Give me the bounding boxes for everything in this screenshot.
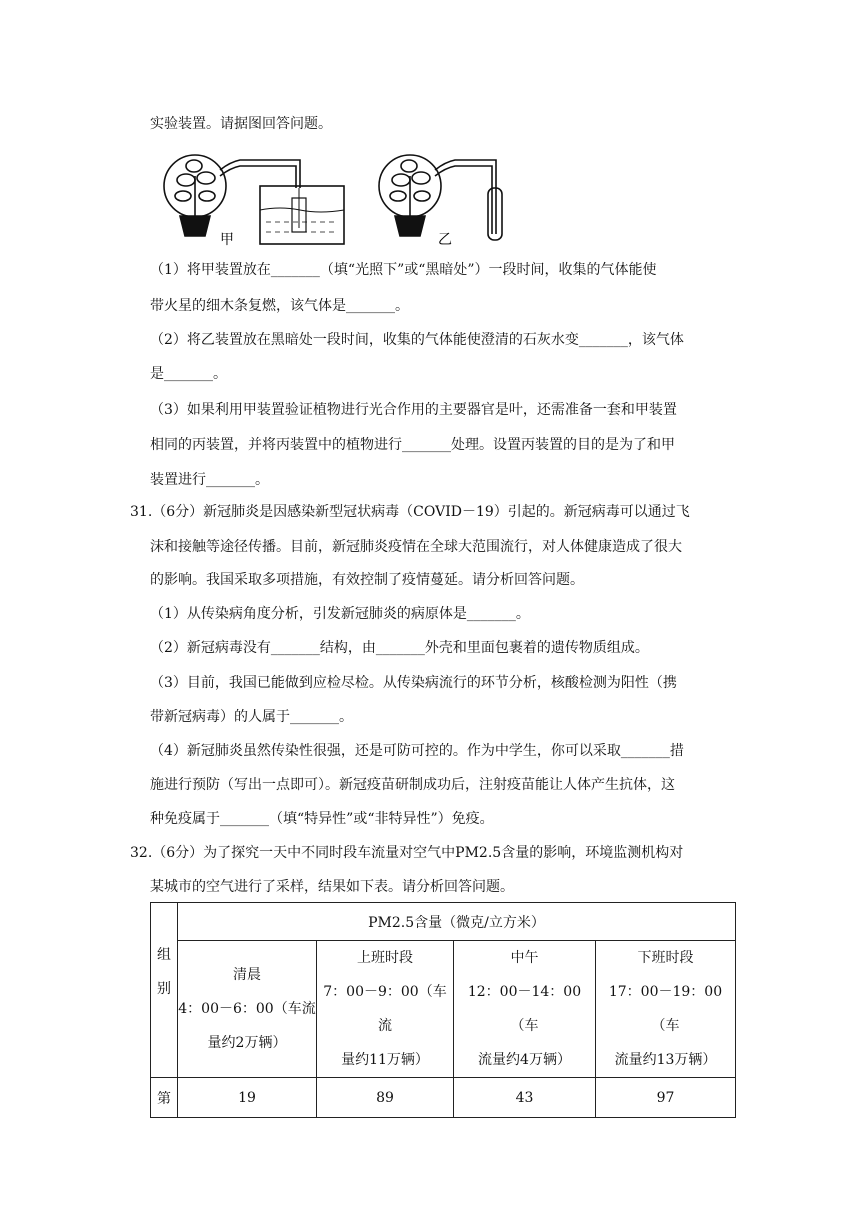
col-time-0: 4：00－6：00（车流 — [178, 1001, 316, 1017]
group-header-top: 组 — [157, 947, 171, 963]
experiment-figure — [150, 148, 570, 248]
col-flow-0: 量约2万辆） — [207, 1035, 287, 1051]
q31-line-3: 的影响。我国采取多项措施，有效控制了疫情蔓延。请分析回答问题。 — [150, 572, 584, 588]
col-flow-1: 量约11万辆） — [341, 1052, 429, 1068]
q31-line-8: （4）新冠肺炎虽然传染性很强，还是可防可控的。作为中学生，你可以采取_______措 — [150, 743, 684, 759]
row-label: 第 — [151, 1078, 178, 1118]
q32-line-2: 某城市的空气进行了采样，结果如下表。请分析回答问题。 — [150, 879, 514, 895]
col-flow-2: 流量约4万辆） — [478, 1052, 571, 1068]
q30-line-2: 带火星的细木条复燃，该气体是_______。 — [150, 298, 409, 314]
col-header-2 — [454, 941, 596, 1078]
col-name-0: 清晨 — [233, 967, 261, 983]
q31-line-10: 种免疫属于_______（填“特异性”或“非特异性”）免疫。 — [150, 811, 494, 827]
q30-line-7: 装置进行_______。 — [150, 472, 269, 488]
col-flow-3: 流量约13万辆） — [614, 1052, 717, 1068]
label-jia: 甲 — [220, 232, 234, 248]
col-name-1: 上班时段 — [357, 950, 413, 966]
col-name-2: 中午 — [510, 950, 539, 966]
group-header-bottom: 别 — [157, 981, 171, 997]
q31-line-6: （3）目前，我国已能做到应检尽检。从传染病流行的环节分析，核酸检测为阳性（携 — [150, 675, 677, 691]
q30-line-4: 是_______。 — [150, 366, 227, 382]
group-header-cell — [151, 903, 178, 1078]
col-time-2: 12：00－14：00（车 — [467, 984, 582, 1034]
col-header-3 — [596, 941, 736, 1078]
q30-line-3: （2）将乙装置放在黑暗处一段时间，收集的气体能使澄清的石灰水变_______，该气体 — [150, 332, 684, 348]
col-time-3: 17：00－19：00（车 — [608, 984, 723, 1034]
row-value-2: 43 — [454, 1078, 596, 1118]
apparatus-jia — [164, 155, 344, 244]
q31-line-1: 31.（6分）新冠肺炎是因感染新型冠状病毒（COVID－19）引起的。新冠病毒可以通过飞 — [130, 504, 690, 520]
row-value-3: 97 — [596, 1078, 736, 1118]
label-yi: 乙 — [438, 232, 452, 248]
q30-line-1: （1）将甲装置放在_______（填“光照下”或“黑暗处”）一段时间，收集的气体能使 — [150, 262, 657, 278]
q31-line-5: （2）新冠病毒没有_______结构，由_______外壳和里面包裹着的遗传物质组成。 — [150, 640, 649, 656]
row-value-0: 19 — [178, 1078, 317, 1118]
q32-line-1: 32.（6分）为了探究一天中不同时段车流量对空气中PM2.5含量的影响，环境监测机构对 — [130, 845, 684, 861]
table-row — [151, 1078, 736, 1118]
col-name-3: 下班时段 — [637, 950, 694, 966]
pm25-table — [150, 902, 736, 1118]
col-time-1: 7：00－9：00（车流 — [323, 984, 447, 1034]
q31-line-9: 施进行预防（写出一点即可）。新冠疫苗研制成功后，注射疫苗能让人体产生抗体，这 — [150, 777, 675, 793]
row-value-1: 89 — [317, 1078, 454, 1118]
intro-text: 实验装置。请据图回答问题。 — [150, 116, 332, 132]
col-header-0 — [178, 941, 317, 1078]
q31-line-4: （1）从传染病角度分析，引发新冠肺炎的病原体是_______。 — [150, 606, 530, 622]
q30-line-6: 相同的丙装置，并将丙装置中的植物进行_______处理。设置丙装置的目的是为了和甲 — [150, 437, 675, 453]
q31-line-7: 带新冠病毒）的人属于_______。 — [150, 709, 353, 725]
q31-line-2: 沫和接触等途径传播。目前，新冠肺炎疫情在全球大范围流行，对人体健康造成了很大 — [150, 539, 682, 555]
main-header: PM2.5含量（微克/立方米） — [178, 903, 736, 941]
apparatus-yi — [379, 155, 502, 240]
col-header-1 — [317, 941, 454, 1078]
q30-line-5: （3）如果利用甲装置验证植物进行光合作用的主要器官是叶，还需准备一套和甲装置 — [150, 402, 677, 418]
